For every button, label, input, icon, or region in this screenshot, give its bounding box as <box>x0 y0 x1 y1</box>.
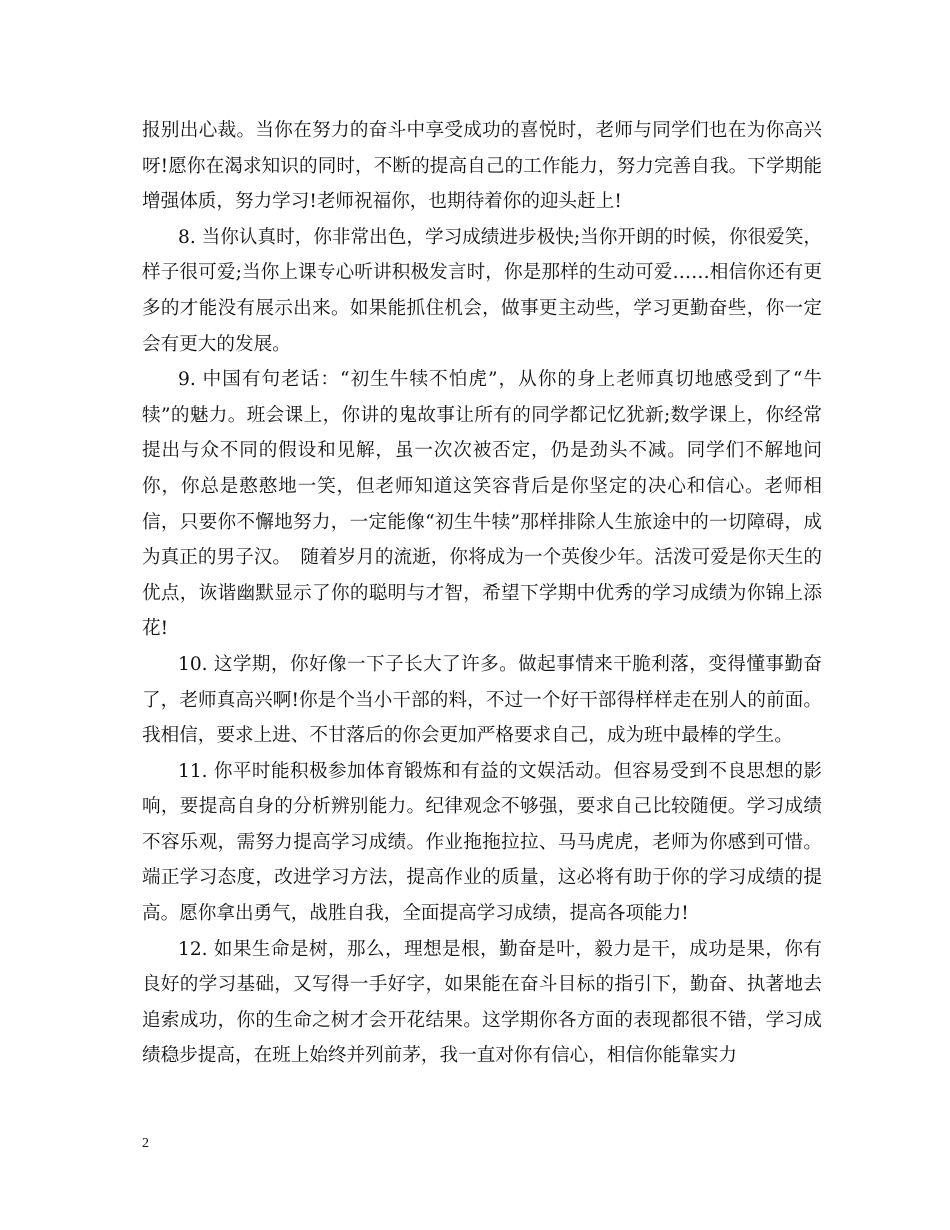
paragraph-continuation: 报别出心裁。当你在努力的奋斗中享受成功的喜悦时，老师与同学们也在为你高兴呀!愿你在渴求知识的同时，不断的提高自己的工作能力，努力完善自我。下学期能增强体质，努力学习!老师祝福你，也期待着你的迎头赶上! <box>142 120 822 213</box>
paragraph-item-12: 12. 如果生命是树，那么，理想是根，勤奋是叶，毅力是干，成功是果，你有良好的学习基础，又写得一手好字，如果能在奋斗目标的指引下，勤奋、执著地去追索成功，你的生命之树才会开花结果。这学期你各方面的表现都很不错，学习成绩稳步提高，在班上始终并列前茅，我一直对你有信心，相信你能靠实力 <box>142 938 822 1067</box>
paragraph-item-8: 8. 当你认真时，你非常出色，学习成绩进步极快;当你开朗的时候，你很爱笑，样子很可爱;当你上课专心听讲积极发言时，你是那样的生动可爱……相信你还有更多的才能没有展示出来。如果能抓住机会，做事更主动些，学习更勤奋些，你一定会有更大的发展。 <box>142 226 822 355</box>
document-body <box>142 113 822 1074</box>
paragraph-item-11: 11. 你平时能积极参加体育锻炼和有益的文娱活动。但容易受到不良思想的影响，要提高自身的分析辨别能力。纪律观念不够强，要求自己比较随便。学习成绩不容乐观，需努力提高学习成绩。作业拖拖拉拉、马马虎虎，老师为你感到可惜。端正学习态度，改进学习方法，提高作业的质量，这必将有助于你的学习成绩的提高。愿你拿出勇气，战胜自我，全面提高学习成绩，提高各项能力! <box>142 760 822 925</box>
page-number: 2 <box>142 1136 149 1151</box>
paragraph-item-9: 9. 中国有句老话：“初生牛犊不怕虎”，从你的身上老师真切地感受到了“牛犊”的魅力。班会课上，你讲的鬼故事让所有的同学都记忆犹新;数学课上，你经常提出与众不同的假设和见解，虽一次次被否定，仍是劲头不减。同学们不解地问你，你总是憨憨地一笑，但老师知道这笑容背后是你坚定的决心和信心。老师相信，只要你不懈地努力，一定能像“初生牛犊”那样排除人生旅途中的一切障碍，成为真正的男子汉。 随着岁月的流逝，你将成为一个英俊少年。活泼可爱是你天生的优点，诙谐幽默显示了你的聪明与才智，希望下学期中优秀的学习成绩为你锦上添花! <box>142 369 822 640</box>
paragraph-item-10: 10. 这学期，你好像一下子长大了许多。做起事情来干脆利落，变得懂事勤奋了，老师真高兴啊!你是个当小干部的料，不过一个好干部得样样走在别人的前面。我相信，要求上进、不甘落后的你会更加严格要求自己，成为班中最棒的学生。 <box>142 653 822 747</box>
